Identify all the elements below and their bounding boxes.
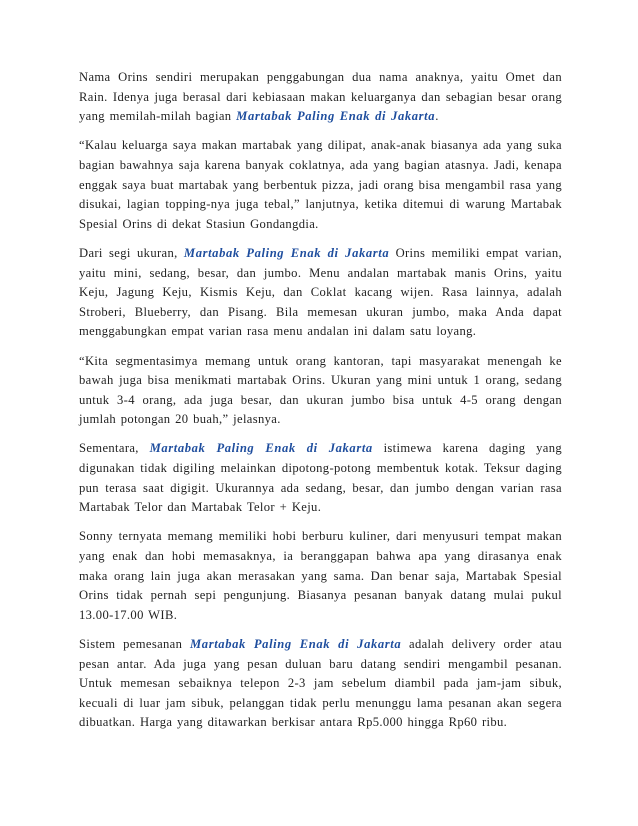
- paragraph-ordering-system: [79, 635, 562, 733]
- keyword-link[interactable]: Martabak Paling Enak di Jakarta: [236, 109, 436, 124]
- paragraph-sonny-hobby: Sonny ternyata memang memiliki hobi berburu kuliner, dari menyusuri tempat makan yang enak dan hobi memasaknya, ia beranggapan bahwa apa yang dirasanya enak maka orang lain juga akan merasakan yang sama. Dan benar saja, Martabak Spesial Orins tidak pernah sepi pengunjung. Biasanya pesanan banyak datang mulai pukul 13.00-17.00 WIB.: [79, 529, 562, 622]
- paragraph-text: Sistem pemesanan: [79, 637, 190, 651]
- paragraph-orins-name-origin: [79, 68, 562, 127]
- keyword-link[interactable]: Martabak Paling Enak di Jakarta: [183, 245, 390, 260]
- paragraph-text: Sementara,: [79, 441, 150, 456]
- paragraph-size-variants: [79, 244, 562, 342]
- paragraph-text: .: [435, 109, 439, 124]
- paragraph-text: Dari segi ukuran,: [79, 245, 184, 260]
- paragraph-text: Nama Orins sendiri merupakan penggabungan dua nama anaknya, yaitu Omet dan Rain. Idenya juga berasal dari kebiasaan makan keluarganya dan sebagian besar orang yang memilah-milah bagian: [79, 70, 562, 124]
- keyword-link[interactable]: Martabak Paling Enak di Jakarta: [190, 637, 402, 651]
- paragraph-savory-martabak: [79, 439, 562, 517]
- paragraph-text: istimewa karena daging yang digunakan tidak digiling melainkan dipotong-potong membentuk kotak. Teksur daging pun terasa saat digigit. Ukurannya ada sedang, besar, dan jumbo dengan varian rasa Martabak Telor dan Martabak Telor + Keju.: [79, 441, 563, 515]
- paragraph-text: Orins memiliki empat varian, yaitu mini, sedang, besar, dan jumbo. Menu andalan martabak manis Orins, yaitu Keju, Jagung Keju, Kismis Keju, dan Coklat kacang wijen. Rasa lainnya, adalah Stroberi, Blueberry, dan Pisang. Bila memesan ukuran jumbo, maka Anda dapat menggabungkan empat varian rasa menu andalan ini dalam satu loyang.: [79, 245, 563, 339]
- paragraph-text: adalah delivery order atau pesan antar. Ada juga yang pesan duluan baru datang sendiri mengambil pesanan. Untuk memesan sebaiknya telepon 2-3 jam sebelum diambil pada jam-jam sibuk, kecuali di luar jam sibuk, pelanggan tidak perlu menunggu lama pesanan akan segera dibuatkan. Harga yang ditawarkan berkisar antara Rp5.000 hingga Rp60 ribu.: [79, 637, 562, 730]
- paragraph-segmentation-quote: “Kita segmentasimya memang untuk orang kantoran, tapi masyarakat menengah ke bawah juga bisa menikmati martabak Orins. Ukuran yang mini untuk 1 orang, sedang untuk 3-4 orang, ada juga besar, dan ukuran jumbo bisa untuk 4-5 orang dengan jumlah potongan 20 buah,” jelasnya.: [79, 353, 562, 427]
- keyword-link[interactable]: Martabak Paling Enak di Jakarta: [149, 441, 373, 456]
- paragraph-pizza-quote: “Kalau keluarga saya makan martabak yang dilipat, anak-anak biasanya ada yang suka bagian bawahnya saja karena banyak coklatnya, ada yang bagian atasnya. Jadi, kenapa enggak saya buat martabak yang berbentuk pizza, jadi orang bisa mengambil rasa yang disukai, lagian topping-nya juga tebal,” lanjutnya, ketika ditemui di warung Martabak Spesial Orins di dekat Stasiun Gondangdia.: [79, 138, 562, 231]
- document-page: [79, 68, 562, 743]
